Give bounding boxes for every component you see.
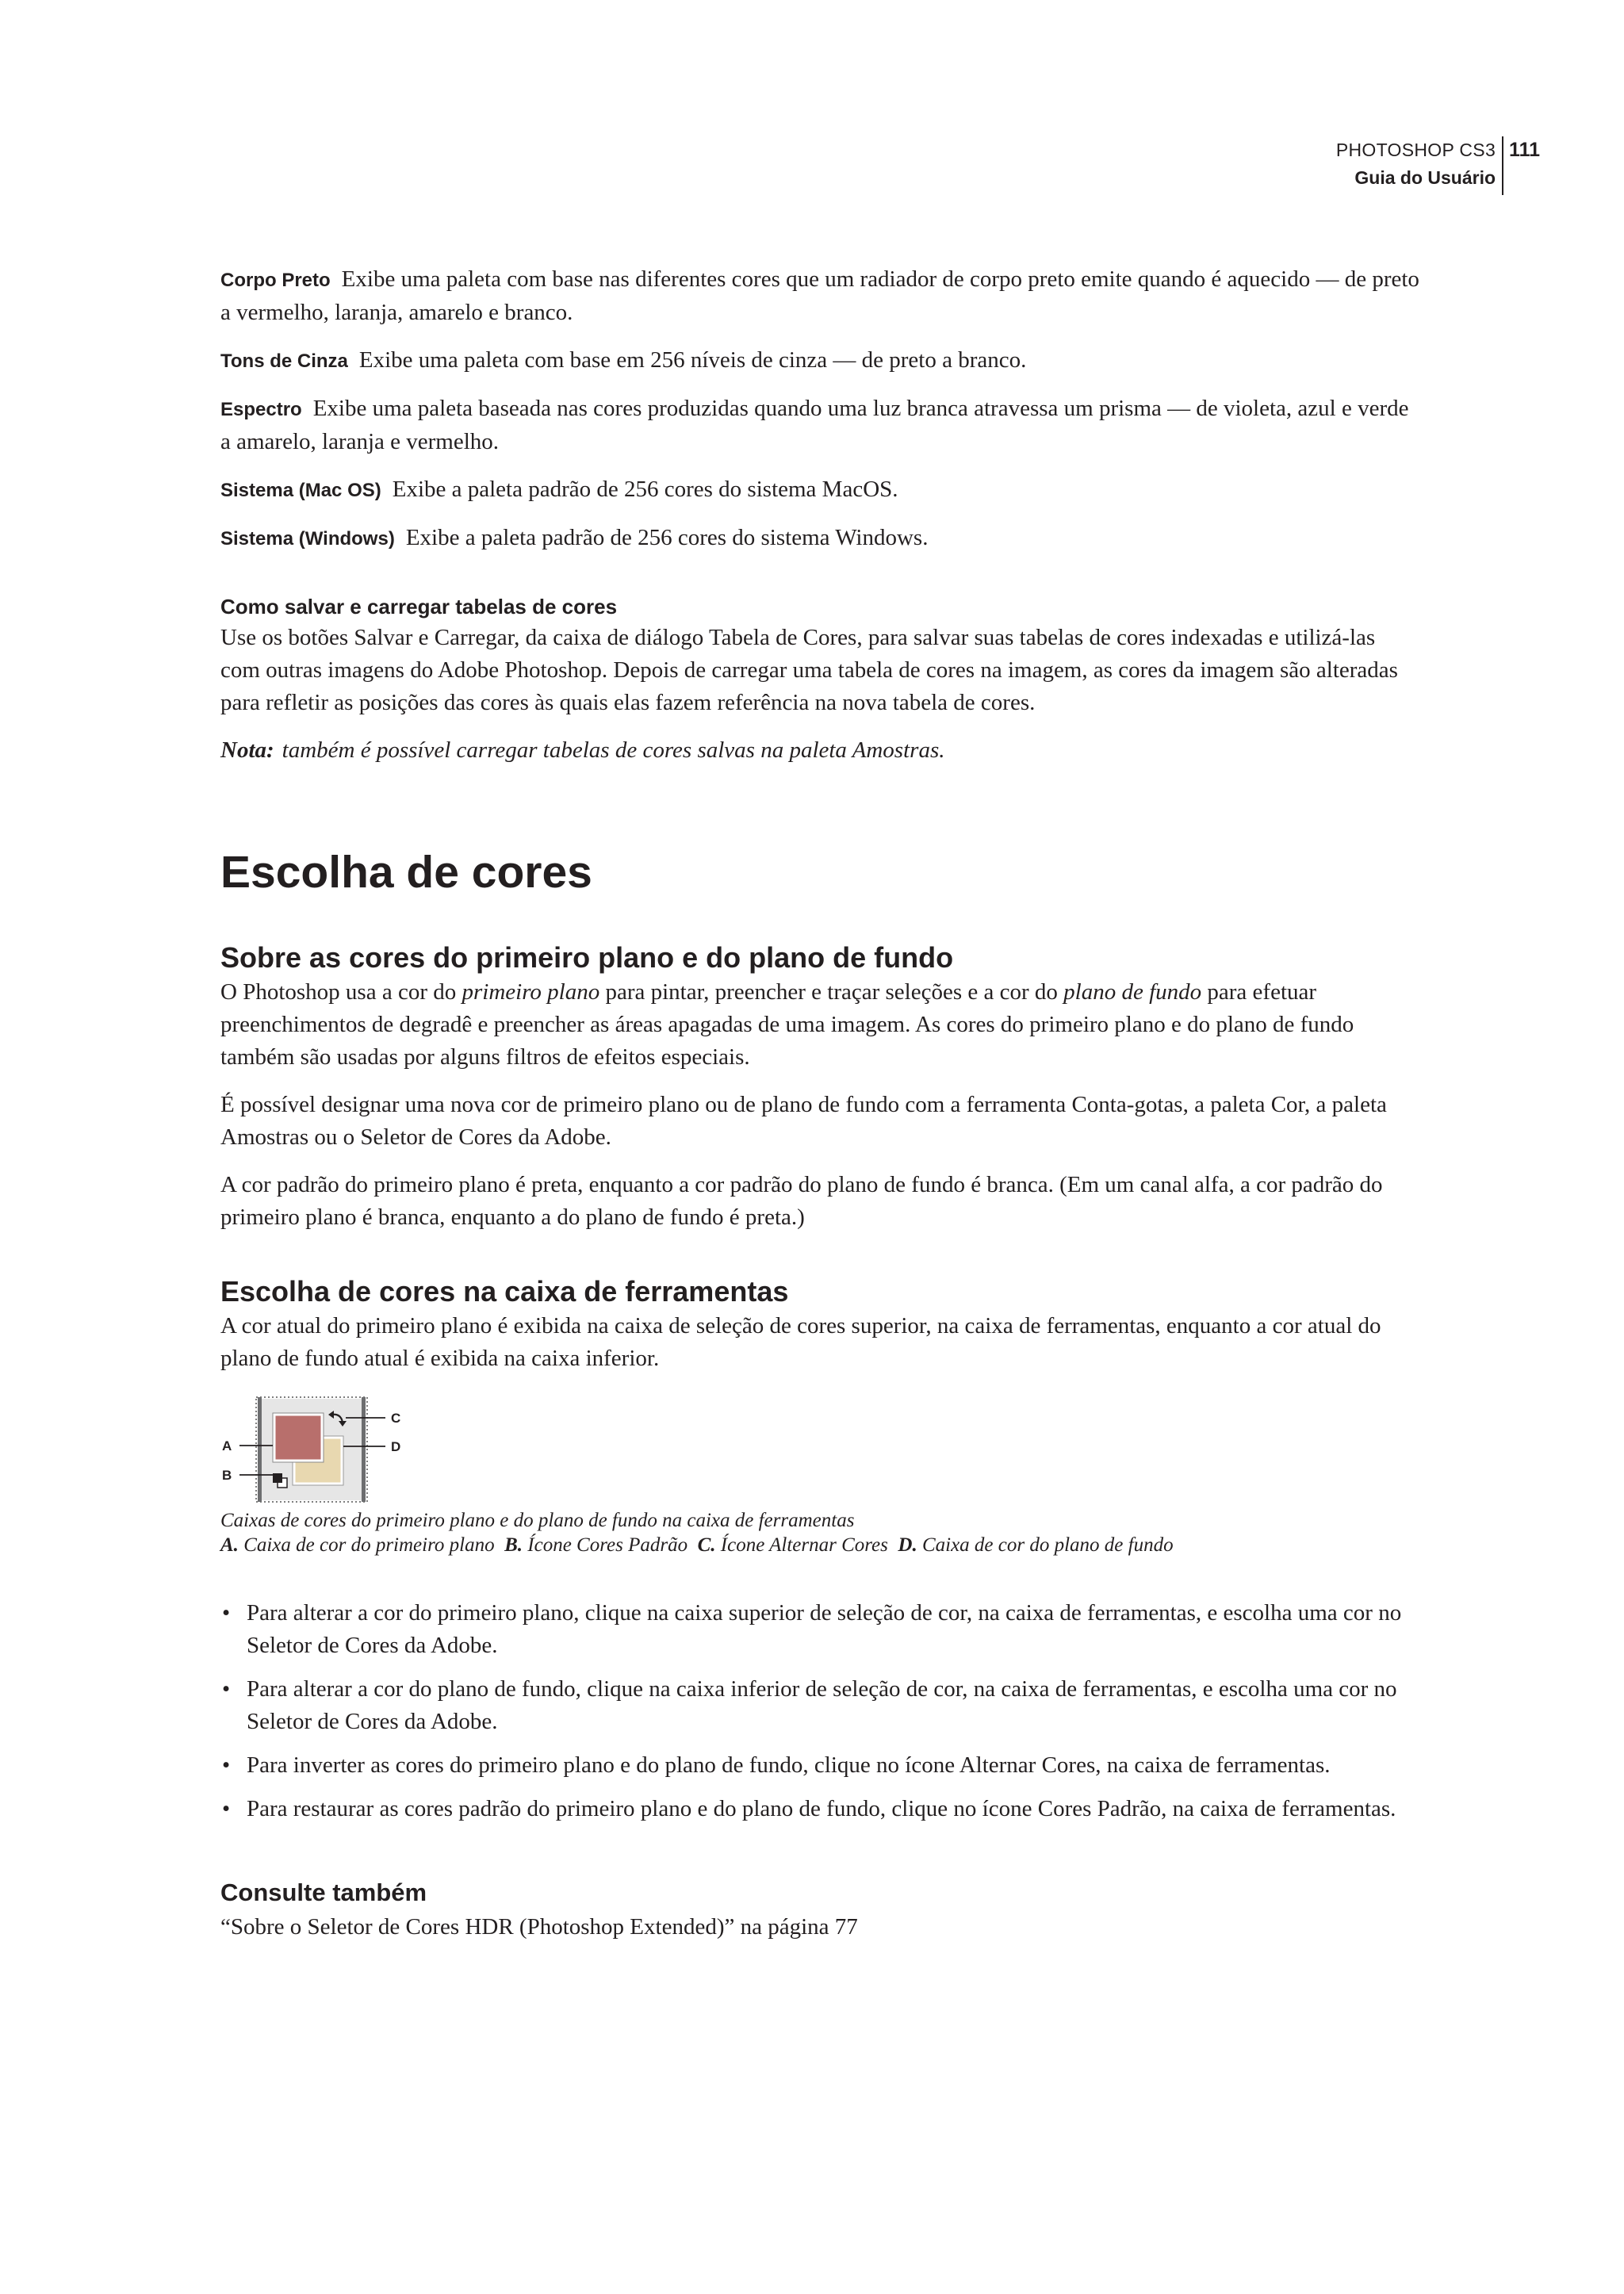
emphasis-background: plano de fundo	[1063, 979, 1202, 1005]
definition-item	[220, 522, 1419, 555]
definition-term: Sistema (Mac OS)	[220, 480, 381, 501]
figure-caption-legend	[220, 1533, 1419, 1557]
note	[220, 734, 1419, 767]
section1-paragraph-1	[220, 976, 1419, 1074]
section-title-foreground-background: Sobre as cores do primeiro plano e do plano de fundo	[220, 941, 954, 974]
definition-item	[220, 473, 1419, 507]
see-also-link[interactable]: “Sobre o Seletor de Cores HDR (Photoshop Extended)” na página 77	[220, 1914, 858, 1940]
emphasis-foreground: primeiro plano	[462, 979, 600, 1005]
page-content	[220, 263, 1419, 1944]
figure-caption-title: Caixas de cores do primeiro plano e do plano de fundo na caixa de ferramentas	[220, 1510, 855, 1531]
legend-key: A.	[220, 1534, 239, 1556]
guide-name: Guia do Usuário	[1354, 167, 1496, 188]
list-item: • Para inverter as cores do primeiro plano e do plano de fundo, clique no ícone Alternar Cores, na caixa de ferramentas.	[220, 1749, 1419, 1782]
legend-text: Ícone Cores Padrão	[527, 1534, 688, 1556]
instruction-list	[220, 1597, 1419, 1825]
chapter-title: Escolha de cores	[220, 847, 592, 898]
definition-text: Exibe uma paleta baseada nas cores produzidas quando uma luz branca atravessa um prisma — de violeta, azul e verde a amarelo, laranja e vermelho.	[220, 396, 1409, 454]
definition-text: Exibe a paleta padrão de 256 cores do sistema MacOS.	[392, 477, 898, 502]
legend-key: C.	[697, 1534, 716, 1556]
legend-text: Caixa de cor do plano de fundo	[921, 1534, 1174, 1556]
text-run: para pintar, preencher e traçar seleções e a cor do	[599, 979, 1064, 1005]
note-label: Nota:	[220, 737, 274, 763]
figure-label-a: A	[222, 1438, 232, 1453]
save-load-body: Use os botões Salvar e Carregar, da caixa de diálogo Tabela de Cores, para salvar suas tabelas de cores indexadas e utilizá-las com outras imagens do Adobe Photoshop. Depois de carregar uma tabela de cores na imagem, as cores da imagem são alteradas para refletir as posições das cores às quais elas fazem referência na nova tabela de cores.	[220, 625, 1398, 715]
section1-paragraph-2: É possível designar uma nova cor de primeiro plano ou de plano de fundo com a ferramenta Conta-gotas, a paleta Cor, a paleta Amostras ou o Seletor de Cores da Adobe.	[220, 1092, 1387, 1150]
text-run: O Photoshop usa a cor do	[220, 979, 462, 1005]
note-text: também é possível carregar tabelas de cores salvas na paleta Amostras.	[282, 737, 945, 763]
see-also-heading: Consulte também	[220, 1878, 427, 1906]
list-item: • Para restaurar as cores padrão do primeiro plano e do plano de fundo, clique no ícone Cores Padrão, na caixa de ferramentas.	[220, 1793, 1419, 1825]
definition-text: Exibe a paleta padrão de 256 cores do sistema Windows.	[405, 525, 929, 550]
legend-key: B.	[504, 1534, 523, 1556]
list-item: • Para alterar a cor do primeiro plano, clique na caixa superior de seleção de cor, na caixa de ferramentas, e escolha uma cor no Seletor de Cores da Adobe.	[220, 1597, 1419, 1662]
figure-label-c: C	[391, 1411, 401, 1426]
toolbox-right-border	[362, 1397, 366, 1502]
definition-term: Tons de Cinza	[220, 350, 348, 372]
section1-paragraph-3: A cor padrão do primeiro plano é preta, enquanto a cor padrão do plano de fundo é branca. (Em um canal alfa, a cor padrão do primeiro plano é branca, enquanto a do plano de fundo é preta.)	[220, 1172, 1383, 1230]
figure-label-b: B	[222, 1468, 232, 1483]
section-title-toolbox-colors: Escolha de cores na caixa de ferramentas	[220, 1275, 789, 1308]
save-load-heading: Como salvar e carregar tabelas de cores	[220, 595, 618, 618]
definition-item	[220, 263, 1419, 329]
page-number: 111	[1509, 139, 1540, 161]
definition-term: Espectro	[220, 399, 302, 420]
running-header	[1336, 136, 1540, 195]
definition-text: Exibe uma paleta com base em 256 níveis de cinza — de preto a branco.	[358, 347, 1027, 373]
figure-caption	[220, 1508, 1419, 1557]
definition-item	[220, 344, 1419, 377]
legend-text: Caixa de cor do primeiro plano	[243, 1534, 495, 1556]
definition-term: Corpo Preto	[220, 270, 331, 291]
toolbox-color-figure	[220, 1394, 427, 1505]
section2-paragraph-1: A cor atual do primeiro plano é exibida na caixa de seleção de cores superior, na caixa de ferramentas, enquanto a cor atual do plano de fundo atual é exibida na caixa inferior.	[220, 1313, 1381, 1371]
legend-key: D.	[898, 1534, 917, 1556]
toolbox-left-border	[258, 1397, 262, 1502]
definition-text: Exibe uma paleta com base nas diferentes cores que um radiador de corpo preto emite quando é aquecido — de preto a vermelho, laranja, amarelo e branco.	[220, 266, 1419, 325]
figure-label-d: D	[391, 1439, 401, 1454]
foreground-color-box	[274, 1415, 322, 1461]
definition-term: Sistema (Windows)	[220, 528, 395, 550]
product-name: PHOTOSHOP CS3	[1335, 140, 1496, 160]
running-header-text	[1336, 136, 1502, 192]
list-item: • Para alterar a cor do plano de fundo, clique na caixa inferior de seleção de cor, na caixa de ferramentas, e escolha uma cor no Seletor de Cores da Adobe.	[220, 1673, 1419, 1738]
legend-text: Ícone Alternar Cores	[720, 1534, 888, 1556]
definition-item	[220, 393, 1419, 458]
text-run: para efetuar preenchimentos de degradê e preencher as áreas apagadas de uma imagem. As cores do primeiro plano e do plano de fundo também são usadas por alguns filtros de efeitos especiais.	[220, 979, 1354, 1070]
